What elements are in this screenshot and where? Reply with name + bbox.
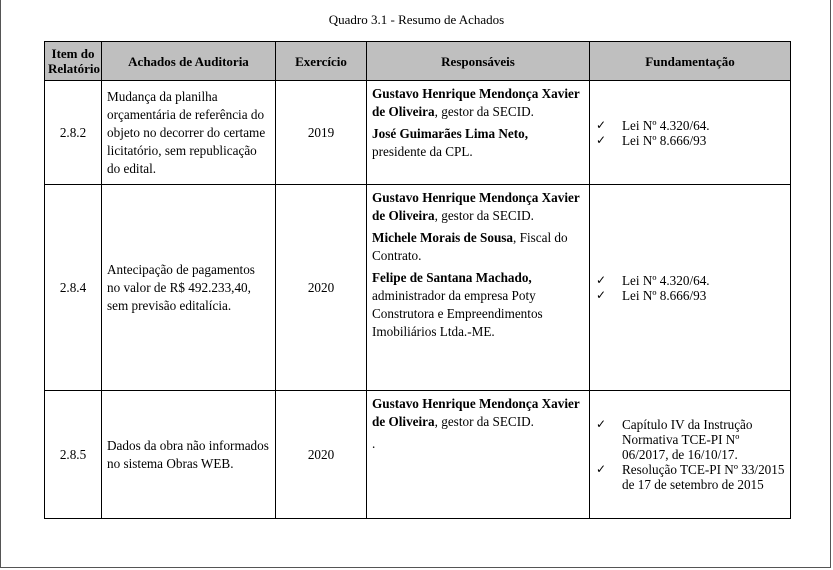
table-header-row [45, 42, 791, 81]
responsible-person [372, 125, 584, 161]
cell-responsaveis [367, 81, 590, 185]
responsible-person [372, 189, 584, 225]
header-achados: Achados de Auditoria [102, 42, 276, 81]
table-row [45, 185, 791, 391]
person-role: presidente da CPL. [372, 144, 473, 159]
legal-basis-text: Lei Nº 4.320/64. [622, 117, 710, 133]
header-fundamentacao: Fundamentação [590, 42, 791, 81]
check-icon: ✓ [596, 417, 607, 431]
responsible-person [372, 269, 584, 341]
cell-item: 2.8.5 [45, 391, 102, 519]
legal-basis-text: Lei Nº 8.666/93 [622, 287, 707, 303]
person-name: Gustavo Henrique Mendonça Xavier de Oliveira [372, 86, 580, 119]
person-role: , gestor da SECID. [434, 104, 534, 119]
cell-responsaveis [367, 391, 590, 519]
legal-basis-text: Resolução TCE-PI Nº 33/2015 de 17 de setembro de 2015 [622, 462, 785, 492]
person-name: Michele Morais de Sousa [372, 230, 514, 245]
cell-exercicio: 2020 [276, 391, 367, 519]
table-row [45, 81, 791, 185]
cell-exercicio: 2020 [276, 185, 367, 391]
legal-basis-item [596, 288, 786, 303]
check-icon: ✓ [596, 462, 607, 476]
legal-basis-item [596, 273, 786, 288]
person-role: , gestor da SECID. [434, 208, 534, 223]
header-exercicio: Exercício [276, 42, 367, 81]
cell-responsaveis [367, 185, 590, 391]
check-icon: ✓ [596, 117, 607, 132]
cell-item: 2.8.2 [45, 81, 102, 185]
responsible-person [372, 229, 584, 265]
header-responsaveis: Responsáveis [367, 42, 590, 81]
person-name: Gustavo Henrique Mendonça Xavier de Oliveira [372, 190, 580, 223]
responsible-person [372, 395, 584, 431]
check-icon: ✓ [596, 272, 607, 287]
person-role: , Fiscal do Contrato. [372, 230, 568, 263]
table-caption: Quadro 3.1 - Resumo de Achados [328, 12, 505, 27]
person-role: , gestor da SECID. [434, 414, 534, 429]
legal-basis-text: Lei Nº 4.320/64. [622, 272, 710, 288]
person-name: José Guimarães Lima Neto, [372, 126, 529, 141]
cell-fundamentacao [590, 185, 791, 391]
cell-achado: Mudança da planilha orçamentária de referência do objeto no decorrer do certame licitatório, sem republicação do edital. [102, 81, 276, 185]
cell-fundamentacao [590, 81, 791, 185]
legal-basis-text: Lei Nº 8.666/93 [622, 132, 707, 148]
person-name: Felipe de Santana Machado, [372, 270, 532, 285]
cell-fundamentacao [590, 391, 791, 519]
cell-exercicio: 2019 [276, 81, 367, 185]
person-role: . [372, 436, 376, 451]
legal-basis-item [596, 417, 786, 462]
header-item: Item do Relatório [45, 42, 102, 81]
table-row [45, 391, 791, 519]
responsible-person [372, 85, 584, 121]
legal-basis-item [596, 118, 786, 133]
person-role: administrador da empresa Poty Construtora e Empreendimentos Imobiliários Ltda.-ME. [372, 288, 543, 339]
legal-basis-item [596, 133, 786, 148]
legal-basis-text: Capítulo IV da Instrução Normativa TCE-PI Nº 06/2017, de 16/10/17. [622, 417, 753, 462]
legal-basis-item [596, 462, 786, 492]
findings-table [44, 41, 791, 519]
cell-achado: Dados da obra não informados no sistema Obras WEB. [102, 391, 276, 519]
person-name: Gustavo Henrique Mendonça Xavier de Oliveira [372, 396, 580, 429]
check-icon: ✓ [596, 132, 607, 147]
cell-achado: Antecipação de pagamentos no valor de R$ 492.233,40, sem previsão editalícia. [102, 185, 276, 391]
responsible-person [372, 435, 584, 453]
check-icon: ✓ [596, 287, 607, 302]
cell-item: 2.8.4 [45, 185, 102, 391]
